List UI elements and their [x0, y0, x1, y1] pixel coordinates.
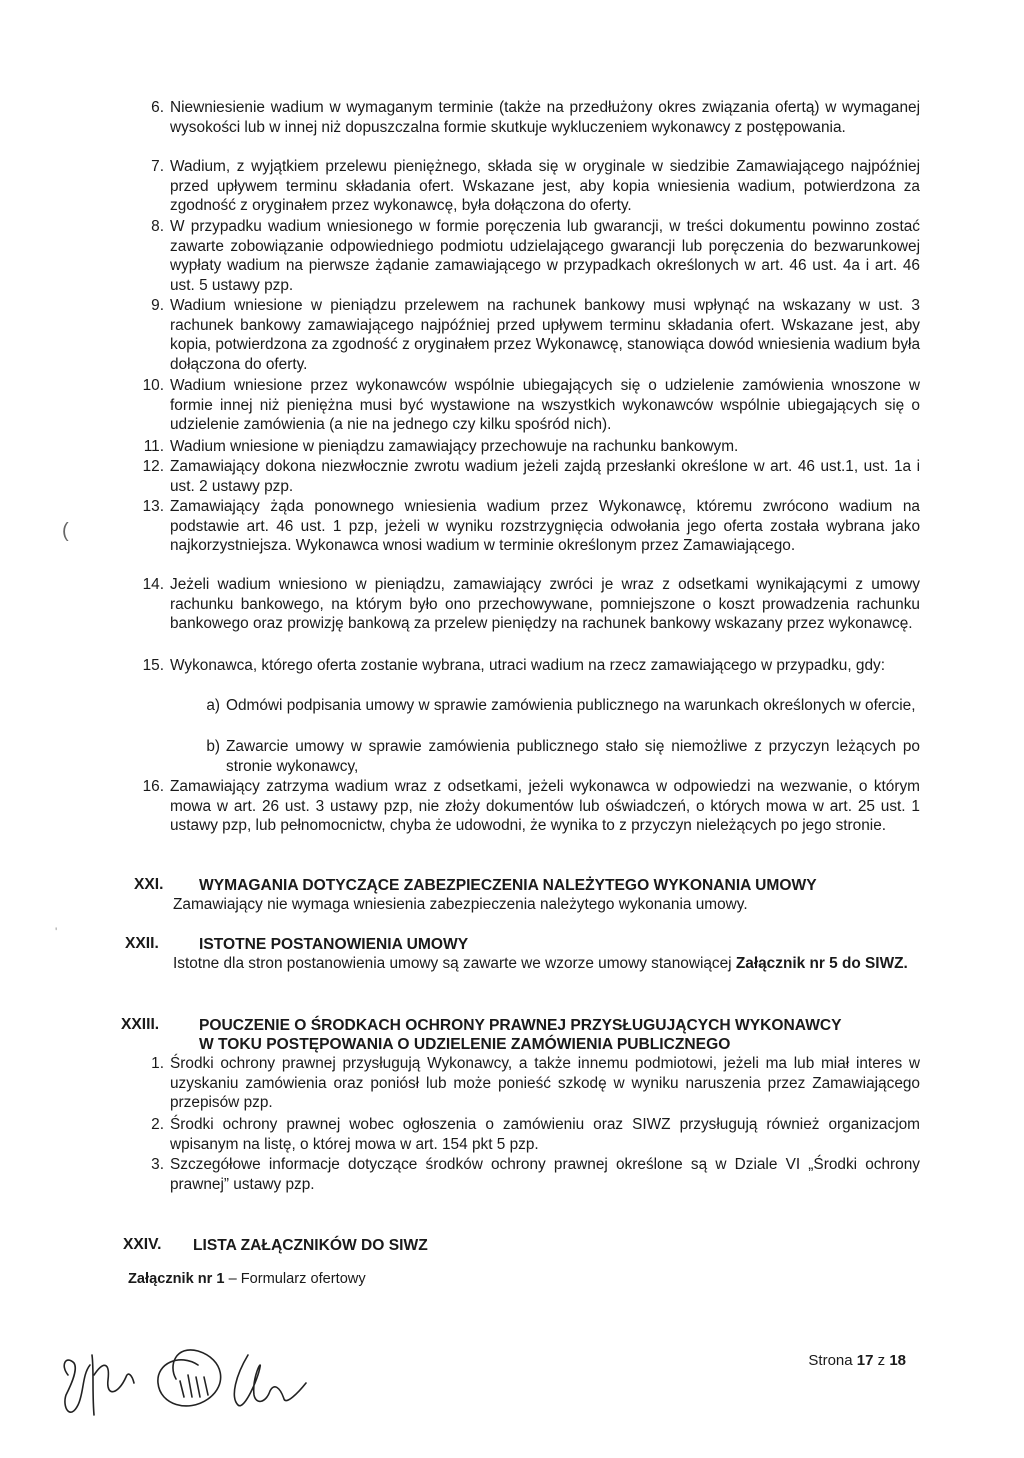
sub-item-letter: b): [206, 738, 220, 755]
section-number: XXIII.: [121, 1016, 160, 1033]
margin-bracket-mark: (: [62, 520, 69, 542]
item-number: 6.: [151, 99, 164, 116]
section-number: XXII.: [125, 935, 159, 952]
item-number: 13.: [142, 498, 164, 515]
section-text: Zamawiający nie wymaga wniesienia zabezpieczenia należytego wykonania umowy.: [173, 896, 748, 913]
section-number: XXIV.: [123, 1236, 162, 1253]
sub-item-letter: a): [206, 697, 220, 714]
margin-tick-mark: ': [55, 925, 58, 939]
item-text: Zamawiający zatrzyma wadium wraz z odsetkami, jeżeli wykonawca w odpowiedzi na wezwanie, o którym mowa w art. 26 ust. 3 ustawy pzp, nie złoży dokumentów lub oświadczeń, o których mowa w art. 25 ust. 1 ustawy pzp, lub pełnomocnictw, chyba że udowodni, że wynika to z przyczyn nieleżących po jego stronie.: [170, 778, 920, 834]
item-text: Środki ochrony prawnej wobec ogłoszenia o zamówieniu oraz SIWZ przysługują również organizacjom wpisanym na listę, o której mowa w art. 154 pkt 5 pzp.: [170, 1116, 920, 1153]
section-number: XXI.: [134, 876, 164, 893]
sub-item-text: Zawarcie umowy w sprawie zamówienia publicznego stało się niemożliwe z przyczyn leżących po stronie wykonawcy,: [226, 738, 920, 775]
section-title: LISTA ZAŁĄCZNIKÓW DO SIWZ: [193, 1237, 428, 1254]
item-text: Wadium wniesione w pieniądzu przelewem na rachunek bankowy musi wpłynąć na wskazany w ust. 3 rachunek bankowy zamawiającego najpóźniej przed upływem terminu składania ofert. Wskazane jest, aby kopia, potwierdzona za zgodność z oryginałem przez Wykonawcę, stanowiąca dowód wniesienia wadium była dołączona do oferty.: [170, 297, 920, 373]
item-text: Jeżeli wadium wniesiono w pieniądzu, zamawiający zwróci je wraz z odsetkami wynikającymi z umowy rachunku bankowego, na którym było ono przechowywane, pomniejszone o koszt prowadzenia rachunku bankowego oraz prowizję bankową za przelew pieniędzy na rachunek bankowy wskazany przez wykonawcę.: [170, 576, 920, 632]
item-number: 9.: [151, 297, 164, 314]
sub-item-text: Odmówi podpisania umowy w sprawie zamówienia publicznego na warunkach określonych w ofercie,: [226, 697, 916, 714]
item-text: Niewniesienie wadium w wymaganym terminie (także na przedłużony okres związania ofertą) w wymaganej wysokości lub w innej niż dopuszczalna formie skutkuje wykluczeniem wykonawcy z postępowania.: [170, 99, 920, 136]
total-pages: 18: [889, 1352, 906, 1369]
current-page: 17: [856, 1352, 874, 1369]
section-title: ISTOTNE POSTANOWIENIA UMOWY: [199, 936, 469, 953]
handwritten-initials: [48, 1335, 348, 1430]
footer-mid: z: [873, 1352, 890, 1369]
section-title: WYMAGANIA DOTYCZĄCE ZABEZPIECZENIA NALEŻYTEGO WYKONANIA UMOWY: [199, 877, 817, 894]
item-text: Środki ochrony prawnej przysługują Wykonawcy, a także innemu podmiotowi, jeżeli ma lub miał interes w uzyskaniu zamówienia oraz poniósł lub może ponieść szkodę w wyniku naruszenia przez Zamawiającego przepisów pzp.: [170, 1055, 920, 1111]
item-number: 7.: [151, 158, 164, 175]
attachment-description: – Formularz ofertowy: [224, 1271, 366, 1287]
section-text-plain: Istotne dla stron postanowienia umowy są zawarte we wzorze umowy stanowiącej: [173, 955, 736, 972]
item-number: 2.: [151, 1116, 164, 1133]
item-number: 14.: [142, 576, 164, 593]
item-text: Wykonawca, którego oferta zostanie wybrana, utraci wadium na rzecz zamawiającego w przypadku, gdy:: [170, 657, 886, 674]
section-title-line2: W TOKU POSTĘPOWANIA O UDZIELENIE ZAMÓWIENIA PUBLICZNEGO: [199, 1036, 731, 1053]
item-text: W przypadku wadium wniesionego w formie poręczenia lub gwarancji, w treści dokumentu powinno zostać zawarte zobowiązanie odpowiedniego podmiotu udzielającego gwarancji lub poręczenia do bezwarunkowej wypłaty wadium na pierwsze żądanie zamawiającego w przypadkach określonych w art. 46 ust. 4a i art. 46 ust. 5 ustawy pzp.: [170, 218, 920, 294]
attachment-label: Załącznik nr 1: [128, 1271, 225, 1287]
item-number: 16.: [142, 778, 164, 795]
item-text: Szczegółowe informacje dotyczące środków ochrony prawnej określone są w Dziale VI „Środki ochrony prawnej” ustawy pzp.: [170, 1156, 920, 1193]
item-number: 3.: [151, 1156, 164, 1173]
item-number: 15.: [142, 657, 164, 674]
item-number: 1.: [151, 1055, 164, 1072]
item-text: Wadium wniesione w pieniądzu zamawiający przechowuje na rachunku bankowym.: [170, 438, 739, 455]
item-number: 10.: [142, 377, 164, 394]
footer-prefix: Strona: [808, 1352, 857, 1369]
page-footer: [808, 1352, 906, 1369]
item-number: 11.: [143, 438, 164, 455]
item-number: 8.: [151, 218, 164, 235]
item-text: Zamawiający żąda ponownego wniesienia wadium przez Wykonawcę, któremu zwrócono wadium na podstawie art. 46 ust. 1 pzp, jeżeli w wyniku rozstrzygnięcia odwołania jego oferta została wybrana jako najkorzystniejsza. Wykonawca wnosi wadium w terminie określonym przez Zamawiającego.: [170, 498, 920, 554]
item-text: Zamawiający dokona niezwłocznie zwrotu wadium jeżeli zajdą przesłanki określone w art. 46 ust.1, ust. 1a i ust. 2 ustawy pzp.: [170, 458, 920, 495]
item-text: Wadium wniesione przez wykonawców wspólnie ubiegających się o udzielenie zamówienia wnoszone w formie innej niż pieniężna musi być wystawione na wszystkich wykonawców wspólnie ubiegających się o udzielenie zamówienia (a nie na jednego czy kilku spośród nich).: [170, 377, 920, 433]
item-number: 12.: [142, 458, 164, 475]
section-text: [173, 954, 921, 974]
attachment-reference: Załącznik nr 5 do SIWZ.: [735, 955, 908, 972]
attachment-line: [128, 1271, 366, 1287]
item-text: Wadium, z wyjątkiem przelewu pieniężnego, składa się w oryginale w siedzibie Zamawiającego najpóźniej przed upływem terminu składania ofert. Wskazane jest, aby kopia wniesienia wadium, potwierdzona za zgodność z oryginałem przez wykonawcę, była dołączona do oferty.: [170, 158, 920, 214]
section-title-line1: POUCZENIE O ŚRODKACH OCHRONY PRAWNEJ PRZYSŁUGUJĄCYCH WYKONAWCY: [199, 1017, 842, 1034]
